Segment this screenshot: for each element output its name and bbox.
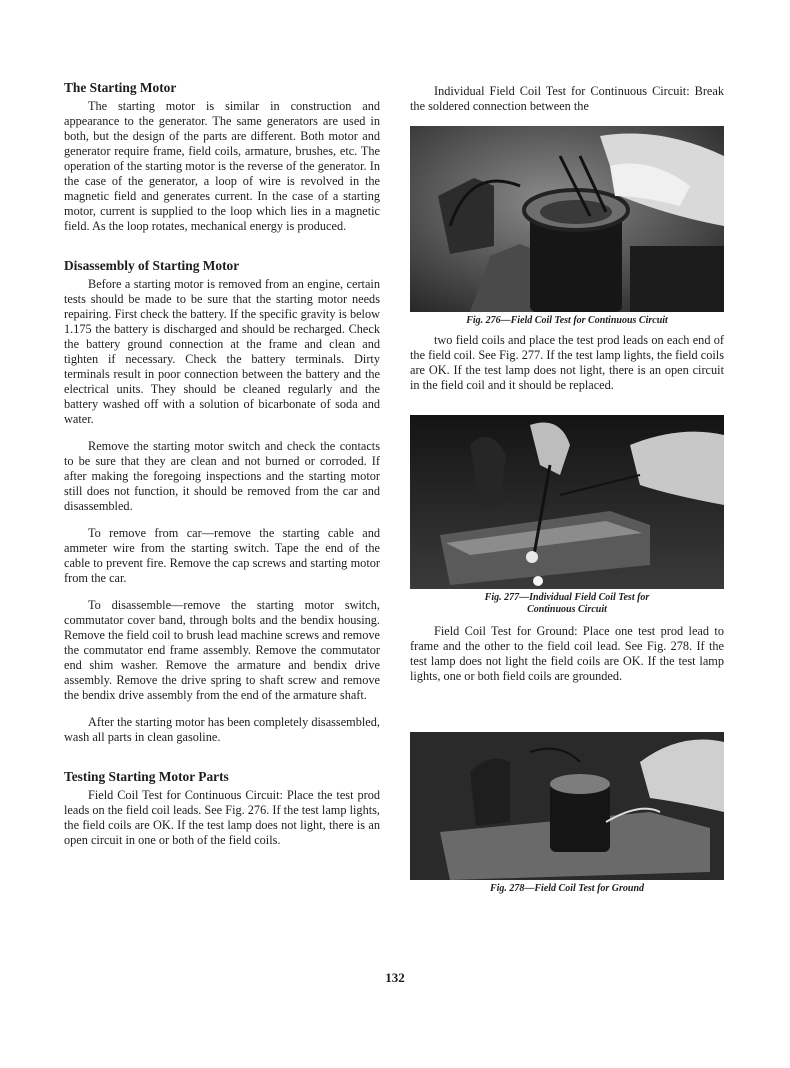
paragraph: Individual Field Coil Test for Continuous Circuit: Break the soldered connection between the bbox=[410, 84, 724, 113]
paragraph: After the starting motor has been completely disassembled, wash all parts in clean gasoline. bbox=[64, 715, 380, 744]
paragraph: To remove from car—remove the starting cable and ammeter wire from the starting switch. Tape the end of the cable to prevent fire. Remove the cap screws and starting motor from the car. bbox=[64, 526, 380, 585]
paragraph: Remove the starting motor switch and check the contacts to be sure that they are clean and not burned or corroded. If after making the foregoing inspections and the starting motor still does not function, it should be removed from the car and disassembled. bbox=[64, 439, 380, 513]
figure-caption bbox=[410, 592, 724, 616]
paragraph: Field Coil Test for Ground: Place one test prod lead to frame and the other to the field coil lead. See Fig. 278. If the test lamp does not light the field coils are OK. If the test lamp lights, one or both field coils are grounded. bbox=[410, 624, 724, 683]
right-column bbox=[410, 84, 724, 895]
section-heading-disassembly: Disassembly of Starting Motor bbox=[64, 258, 240, 273]
left-column bbox=[64, 80, 380, 848]
figure-caption: Fig. 278—Field Coil Test for Ground bbox=[489, 883, 645, 894]
figure-278 bbox=[410, 702, 724, 895]
figure-277 bbox=[410, 415, 724, 616]
caption-line: Fig. 277—Individual Field Coil Test for bbox=[484, 592, 650, 603]
paragraph: two field coils and place the test prod leads on each end of the field coil. See Fig. 277. If the test lamp lights, the field coils are OK. If the test lamp does not light, there is an open circuit in the field coil and it should be replaced. bbox=[410, 333, 724, 392]
field-coil-test-photo bbox=[410, 126, 724, 312]
section-heading-testing: Testing Starting Motor Parts bbox=[64, 769, 229, 784]
paragraph: Before a starting motor is removed from an engine, certain tests should be made to be sure that the starting motor needs repairing. First check the battery. If the specific gravity is below 1.175 the battery is discharged and should be recharged. Check the battery ground connection at the frame and clean and tighten if necessary. Check the battery terminals. Dirty terminals result in poor connection between the battery and the electrical units. They should be cleaned regularly and the battery washed off with a solution of bicarbonate of soda and water. bbox=[64, 277, 380, 426]
section-heading-starting-motor: The Starting Motor bbox=[64, 80, 177, 95]
paragraph: The starting motor is similar in construction and appearance to the generator. The same generators are used in both, but the design of the parts are different. Both motor and generator require frame, field coils, armature, brushes, etc. The operation of the starting motor is the reverse of the generator. In the case of the generator, a loop of wire is revolved in the magnetic field and generates current. In the case of a starting motor, current is supplied to the loop which lies in a magnetic field. As the loop rotates, mechanical energy is produced. bbox=[64, 99, 380, 233]
caption-line: Continuous Circuit bbox=[527, 604, 607, 615]
page-number: 132 bbox=[385, 970, 405, 985]
paragraph: To disassemble—remove the starting motor switch, commutator cover band, through bolts and the bendix housing. Remove the field coil to brush lead machine screws and remove the commutator end frame assembly. Remove the commutator end shim washer. Remove the armature and bendix drive assembly. Remove the drive spring to shaft screw and remove the bendix drive assembly from the end of the armature shaft. bbox=[64, 598, 380, 702]
figure-276 bbox=[410, 126, 724, 327]
paragraph: Field Coil Test for Continuous Circuit: Place the test prod leads on the field coil leads. See Fig. 276. If the test lamp lights, the field coils are OK. If the test lamp does not light, there is an open circuit in one or both of the field coils. bbox=[64, 788, 380, 847]
figure-caption: Fig. 276—Field Coil Test for Continuous Circuit bbox=[466, 315, 668, 326]
individual-field-coil-test-photo bbox=[410, 415, 724, 589]
ground-test-photo bbox=[410, 702, 724, 880]
